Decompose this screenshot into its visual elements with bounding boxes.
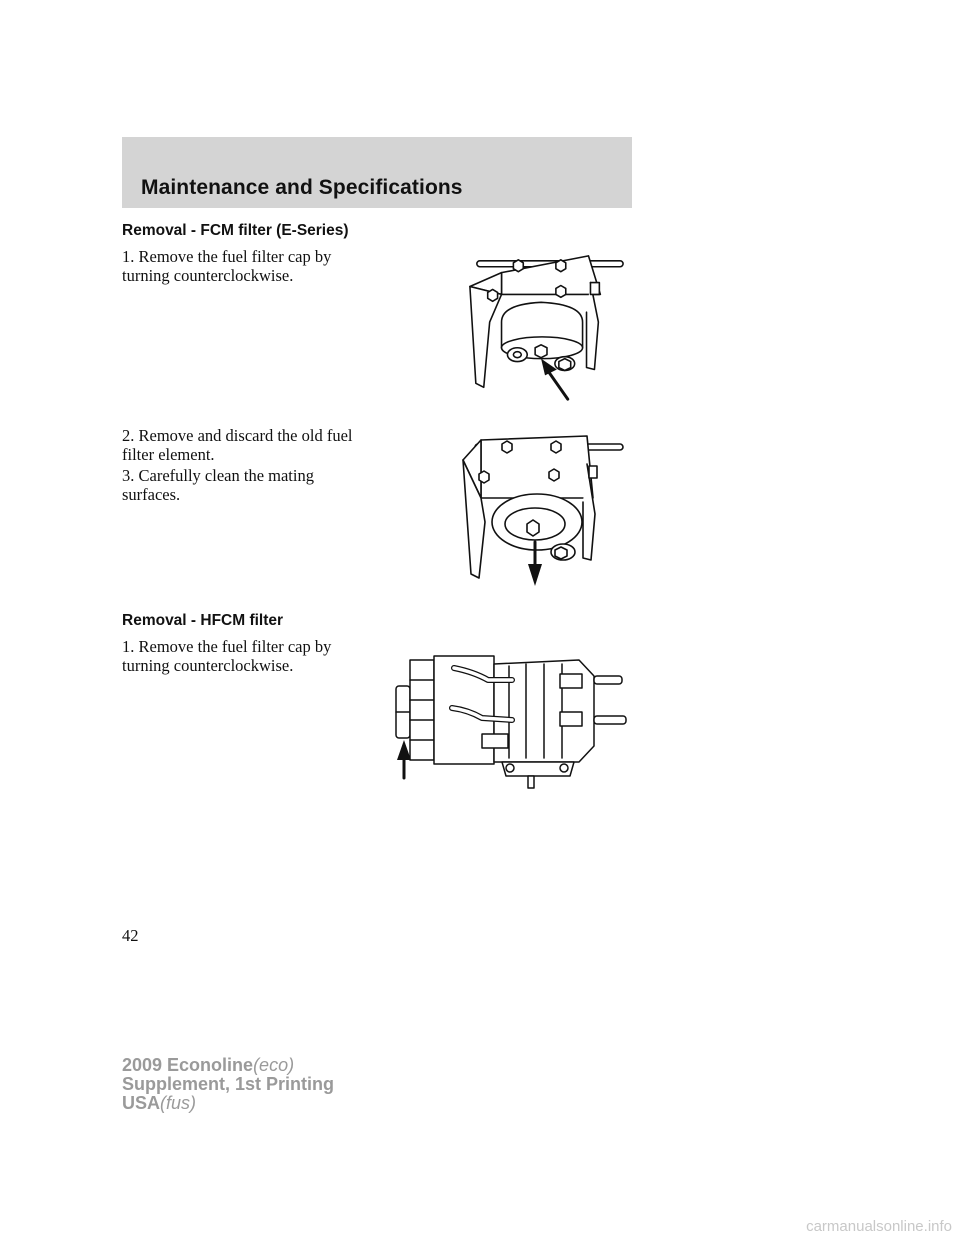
footer xyxy=(122,1056,334,1113)
step-fcm-3: 3. Carefully clean the mating surfaces. xyxy=(122,466,314,504)
section-heading-hfcm: Removal - HFCM filter xyxy=(122,612,284,629)
fcm-filter-cap-removal-illustration xyxy=(462,252,630,404)
hfcm-filter-cap-removal-illustration xyxy=(394,650,632,794)
footer-edition: Supplement, 1st Printing xyxy=(122,1074,335,1094)
footer-model-line xyxy=(122,1056,334,1075)
watermark: carmanualsonline.info xyxy=(806,1218,952,1235)
step-hfcm-1: 1. Remove the fuel filter cap by turning counterclockwise. xyxy=(122,637,332,675)
footer-market: USA xyxy=(122,1093,161,1113)
footer-model: 2009 Econoline xyxy=(122,1055,254,1075)
section-heading-fcm: Removal - FCM filter (E-Series) xyxy=(122,222,349,239)
step-fcm-1: 1. Remove the fuel filter cap by turning counterclockwise. xyxy=(122,247,332,285)
fcm-filter-element-removal-illustration xyxy=(455,432,627,588)
footer-model-code: (eco) xyxy=(253,1055,295,1075)
step-fcm-2: 2. Remove and discard the old fuel filter element. xyxy=(122,426,353,464)
footer-market-code: (fus) xyxy=(160,1093,197,1113)
footer-edition-line xyxy=(122,1075,334,1094)
page-title: Maintenance and Specifications xyxy=(141,176,463,199)
page-number: 42 xyxy=(122,926,139,945)
footer-market-line xyxy=(122,1094,334,1113)
